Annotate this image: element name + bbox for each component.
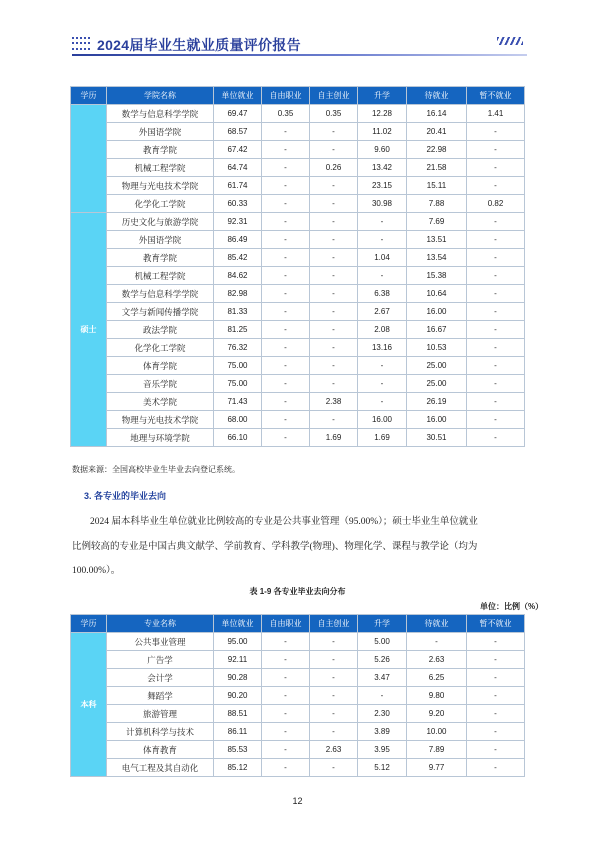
value-cell: - xyxy=(310,633,358,651)
stripes-decoration-icon xyxy=(497,37,523,45)
table-header-row xyxy=(71,87,525,105)
value-cell: - xyxy=(262,213,310,231)
table-row xyxy=(71,669,525,687)
value-cell: 13.16 xyxy=(358,339,407,357)
value-cell: 0.82 xyxy=(467,195,525,213)
value-cell: 90.20 xyxy=(214,687,262,705)
value-cell: 16.14 xyxy=(407,105,467,123)
value-cell: - xyxy=(262,123,310,141)
name-cell: 物理与光电技术学院 xyxy=(107,177,214,195)
document-title: 2024届毕业生就业质量评价报告 xyxy=(97,37,301,53)
value-cell: 0.26 xyxy=(310,159,358,177)
value-cell: 7.69 xyxy=(407,213,467,231)
value-cell: 1.69 xyxy=(310,429,358,447)
name-cell: 政法学院 xyxy=(107,321,214,339)
name-cell: 文学与新闻传播学院 xyxy=(107,303,214,321)
name-cell: 会计学 xyxy=(107,669,214,687)
value-cell: - xyxy=(262,687,310,705)
college-destination-table xyxy=(70,86,525,447)
value-cell: - xyxy=(467,393,525,411)
page-header xyxy=(0,0,595,60)
value-cell: 69.47 xyxy=(214,105,262,123)
table-row xyxy=(71,285,525,303)
value-cell: - xyxy=(262,285,310,303)
value-cell: - xyxy=(467,231,525,249)
value-cell: 76.32 xyxy=(214,339,262,357)
dots-decoration-icon xyxy=(72,37,92,51)
value-cell: 86.49 xyxy=(214,231,262,249)
value-cell: 5.26 xyxy=(358,651,407,669)
value-cell: 3.47 xyxy=(358,669,407,687)
table-row xyxy=(71,375,525,393)
value-cell: 3.95 xyxy=(358,741,407,759)
value-cell: 1.04 xyxy=(358,249,407,267)
value-cell: 10.64 xyxy=(407,285,467,303)
table-row xyxy=(71,213,525,231)
value-cell: - xyxy=(262,267,310,285)
table-row xyxy=(71,231,525,249)
value-cell: - xyxy=(467,669,525,687)
column-header: 待就业 xyxy=(407,615,467,633)
name-cell: 舞蹈学 xyxy=(107,687,214,705)
value-cell: - xyxy=(467,141,525,159)
section-heading: 3. 各专业的毕业去向 xyxy=(84,491,167,501)
table-row xyxy=(71,687,525,705)
value-cell: - xyxy=(262,159,310,177)
degree-cell: 硕士 xyxy=(71,213,107,447)
column-header: 学院名称 xyxy=(107,87,214,105)
value-cell: - xyxy=(467,321,525,339)
value-cell: 68.00 xyxy=(214,411,262,429)
value-cell: - xyxy=(310,411,358,429)
value-cell: 1.41 xyxy=(467,105,525,123)
column-header: 学历 xyxy=(71,615,107,633)
name-cell: 数学与信息科学学院 xyxy=(107,285,214,303)
value-cell: 11.02 xyxy=(358,123,407,141)
table-row xyxy=(71,195,525,213)
name-cell: 音乐学院 xyxy=(107,375,214,393)
value-cell: - xyxy=(358,357,407,375)
value-cell: - xyxy=(467,249,525,267)
value-cell: 85.42 xyxy=(214,249,262,267)
name-cell: 教育学院 xyxy=(107,249,214,267)
value-cell: - xyxy=(262,177,310,195)
value-cell: 92.11 xyxy=(214,651,262,669)
name-cell: 物理与光电技术学院 xyxy=(107,411,214,429)
value-cell: 68.57 xyxy=(214,123,262,141)
table-row xyxy=(71,141,525,159)
value-cell: 5.00 xyxy=(358,633,407,651)
value-cell: - xyxy=(310,669,358,687)
name-cell: 机械工程学院 xyxy=(107,267,214,285)
column-header: 自主创业 xyxy=(310,615,358,633)
value-cell: 16.67 xyxy=(407,321,467,339)
table-row xyxy=(71,159,525,177)
value-cell: 6.25 xyxy=(407,669,467,687)
value-cell: 13.54 xyxy=(407,249,467,267)
value-cell: 82.98 xyxy=(214,285,262,303)
value-cell: 3.89 xyxy=(358,723,407,741)
table-row xyxy=(71,105,525,123)
value-cell: - xyxy=(310,285,358,303)
value-cell: - xyxy=(358,231,407,249)
value-cell: 26.19 xyxy=(407,393,467,411)
value-cell: 71.43 xyxy=(214,393,262,411)
value-cell: - xyxy=(467,429,525,447)
value-cell: 90.28 xyxy=(214,669,262,687)
name-cell: 机械工程学院 xyxy=(107,159,214,177)
column-header: 自由职业 xyxy=(262,87,310,105)
value-cell: 20.41 xyxy=(407,123,467,141)
value-cell: 12.28 xyxy=(358,105,407,123)
value-cell: 2.08 xyxy=(358,321,407,339)
degree-cell xyxy=(71,105,107,213)
value-cell: - xyxy=(310,375,358,393)
value-cell: - xyxy=(310,177,358,195)
value-cell: - xyxy=(467,303,525,321)
value-cell: 21.58 xyxy=(407,159,467,177)
page-number: 12 xyxy=(292,796,303,806)
degree-cell: 本科 xyxy=(71,633,107,777)
column-header: 专业名称 xyxy=(107,615,214,633)
value-cell: 6.38 xyxy=(358,285,407,303)
value-cell: - xyxy=(262,741,310,759)
name-cell: 美术学院 xyxy=(107,393,214,411)
value-cell: 23.15 xyxy=(358,177,407,195)
table-unit: 单位：比例（%） xyxy=(480,602,544,611)
table-row xyxy=(71,741,525,759)
column-header: 暂不就业 xyxy=(467,615,525,633)
paragraph-line: 2024 届本科毕业生单位就业比例较高的专业是公共事业管理（95.00%）；硕士毕业生单位就业 xyxy=(90,517,478,527)
name-cell: 外国语学院 xyxy=(107,231,214,249)
table-row xyxy=(71,759,525,777)
value-cell: - xyxy=(358,267,407,285)
table-header-row xyxy=(71,615,525,633)
value-cell: 60.33 xyxy=(214,195,262,213)
table-row xyxy=(71,321,525,339)
value-cell: 25.00 xyxy=(407,357,467,375)
name-cell: 外国语学院 xyxy=(107,123,214,141)
value-cell: - xyxy=(467,177,525,195)
name-cell: 电气工程及其自动化 xyxy=(107,759,214,777)
value-cell: 30.51 xyxy=(407,429,467,447)
value-cell: - xyxy=(310,141,358,159)
value-cell: - xyxy=(467,159,525,177)
value-cell: - xyxy=(467,705,525,723)
value-cell: - xyxy=(358,375,407,393)
column-header: 升学 xyxy=(358,87,407,105)
value-cell: 5.12 xyxy=(358,759,407,777)
value-cell: 15.11 xyxy=(407,177,467,195)
major-destination-table xyxy=(70,614,525,777)
value-cell: 9.77 xyxy=(407,759,467,777)
table-row xyxy=(71,357,525,375)
value-cell: 10.00 xyxy=(407,723,467,741)
value-cell: - xyxy=(262,393,310,411)
value-cell: - xyxy=(262,375,310,393)
table-row xyxy=(71,411,525,429)
value-cell: - xyxy=(262,249,310,267)
value-cell: - xyxy=(310,357,358,375)
value-cell: 22.98 xyxy=(407,141,467,159)
value-cell: 2.67 xyxy=(358,303,407,321)
paragraph-line: 100.00%）。 xyxy=(72,566,121,576)
value-cell: - xyxy=(467,123,525,141)
value-cell: 86.11 xyxy=(214,723,262,741)
value-cell: - xyxy=(262,303,310,321)
value-cell: - xyxy=(262,195,310,213)
name-cell: 化学化工学院 xyxy=(107,195,214,213)
column-header: 单位就业 xyxy=(214,87,262,105)
table-row xyxy=(71,393,525,411)
value-cell: - xyxy=(262,339,310,357)
value-cell: 66.10 xyxy=(214,429,262,447)
value-cell: - xyxy=(310,231,358,249)
value-cell: 2.30 xyxy=(358,705,407,723)
value-cell: - xyxy=(262,669,310,687)
value-cell: - xyxy=(467,759,525,777)
value-cell: - xyxy=(358,213,407,231)
value-cell: - xyxy=(310,651,358,669)
value-cell: 2.63 xyxy=(310,741,358,759)
value-cell: - xyxy=(407,633,467,651)
value-cell: - xyxy=(262,411,310,429)
value-cell: 0.35 xyxy=(262,105,310,123)
value-cell: - xyxy=(262,705,310,723)
value-cell: - xyxy=(467,741,525,759)
value-cell: - xyxy=(310,213,358,231)
value-cell: - xyxy=(467,633,525,651)
name-cell: 地理与环境学院 xyxy=(107,429,214,447)
value-cell: - xyxy=(262,759,310,777)
value-cell: 61.74 xyxy=(214,177,262,195)
column-header: 学历 xyxy=(71,87,107,105)
name-cell: 广告学 xyxy=(107,651,214,669)
value-cell: - xyxy=(262,429,310,447)
value-cell: - xyxy=(310,303,358,321)
value-cell: - xyxy=(467,213,525,231)
value-cell: 81.33 xyxy=(214,303,262,321)
value-cell: 92.31 xyxy=(214,213,262,231)
value-cell: 1.69 xyxy=(358,429,407,447)
value-cell: - xyxy=(467,375,525,393)
value-cell: - xyxy=(467,285,525,303)
value-cell: 95.00 xyxy=(214,633,262,651)
value-cell: 2.63 xyxy=(407,651,467,669)
value-cell: - xyxy=(310,267,358,285)
table-row xyxy=(71,339,525,357)
value-cell: - xyxy=(467,267,525,285)
value-cell: - xyxy=(262,321,310,339)
name-cell: 教育学院 xyxy=(107,141,214,159)
value-cell: - xyxy=(262,723,310,741)
table-row xyxy=(71,177,525,195)
data-source-note: 数据来源：全国高校毕业生毕业去向登记系统。 xyxy=(72,465,240,474)
value-cell: - xyxy=(262,633,310,651)
value-cell: - xyxy=(310,339,358,357)
value-cell: - xyxy=(310,123,358,141)
column-header: 单位就业 xyxy=(214,615,262,633)
table-row xyxy=(71,705,525,723)
table-row xyxy=(71,651,525,669)
value-cell: - xyxy=(310,705,358,723)
table-row xyxy=(71,303,525,321)
value-cell: - xyxy=(358,687,407,705)
table-row xyxy=(71,267,525,285)
name-cell: 化学化工学院 xyxy=(107,339,214,357)
value-cell: - xyxy=(310,723,358,741)
value-cell: 85.12 xyxy=(214,759,262,777)
table-row xyxy=(71,429,525,447)
value-cell: 13.42 xyxy=(358,159,407,177)
value-cell: 13.51 xyxy=(407,231,467,249)
name-cell: 公共事业管理 xyxy=(107,633,214,651)
value-cell: - xyxy=(467,411,525,429)
value-cell: 10.53 xyxy=(407,339,467,357)
name-cell: 历史文化与旅游学院 xyxy=(107,213,214,231)
table-row xyxy=(71,249,525,267)
value-cell: 16.00 xyxy=(358,411,407,429)
column-header: 待就业 xyxy=(407,87,467,105)
value-cell: - xyxy=(310,759,358,777)
column-header: 暂不就业 xyxy=(467,87,525,105)
header-rule xyxy=(72,54,527,56)
value-cell: 75.00 xyxy=(214,357,262,375)
value-cell: 7.89 xyxy=(407,741,467,759)
value-cell: 0.35 xyxy=(310,105,358,123)
value-cell: 81.25 xyxy=(214,321,262,339)
value-cell: - xyxy=(262,651,310,669)
table-caption: 表 1-9 各专业毕业去向分布 xyxy=(249,587,346,596)
name-cell: 数学与信息科学学院 xyxy=(107,105,214,123)
value-cell: - xyxy=(467,339,525,357)
value-cell: 7.88 xyxy=(407,195,467,213)
name-cell: 计算机科学与技术 xyxy=(107,723,214,741)
name-cell: 旅游管理 xyxy=(107,705,214,723)
value-cell: - xyxy=(310,687,358,705)
name-cell: 体育学院 xyxy=(107,357,214,375)
column-header: 自主创业 xyxy=(310,87,358,105)
value-cell: - xyxy=(467,357,525,375)
value-cell: 88.51 xyxy=(214,705,262,723)
value-cell: 16.00 xyxy=(407,303,467,321)
value-cell: - xyxy=(262,141,310,159)
value-cell: 16.00 xyxy=(407,411,467,429)
value-cell: - xyxy=(467,687,525,705)
table-row xyxy=(71,633,525,651)
value-cell: 75.00 xyxy=(214,375,262,393)
value-cell: 9.80 xyxy=(407,687,467,705)
value-cell: 25.00 xyxy=(407,375,467,393)
value-cell: 67.42 xyxy=(214,141,262,159)
value-cell: 85.53 xyxy=(214,741,262,759)
value-cell: - xyxy=(262,357,310,375)
column-header: 自由职业 xyxy=(262,615,310,633)
column-header: 升学 xyxy=(358,615,407,633)
value-cell: - xyxy=(310,195,358,213)
value-cell: 2.38 xyxy=(310,393,358,411)
name-cell: 体育教育 xyxy=(107,741,214,759)
value-cell: 84.62 xyxy=(214,267,262,285)
value-cell: - xyxy=(310,321,358,339)
value-cell: 30.98 xyxy=(358,195,407,213)
value-cell: - xyxy=(358,393,407,411)
value-cell: 9.60 xyxy=(358,141,407,159)
value-cell: - xyxy=(467,723,525,741)
table-row xyxy=(71,123,525,141)
value-cell: 15.38 xyxy=(407,267,467,285)
value-cell: - xyxy=(310,249,358,267)
paragraph-line: 比例较高的专业是中国古典文献学、学前教育、学科教学(物理)、物理化学、课程与教学论（均为 xyxy=(72,542,478,552)
value-cell: 64.74 xyxy=(214,159,262,177)
value-cell: - xyxy=(262,231,310,249)
value-cell: - xyxy=(467,651,525,669)
table-row xyxy=(71,723,525,741)
value-cell: 9.20 xyxy=(407,705,467,723)
